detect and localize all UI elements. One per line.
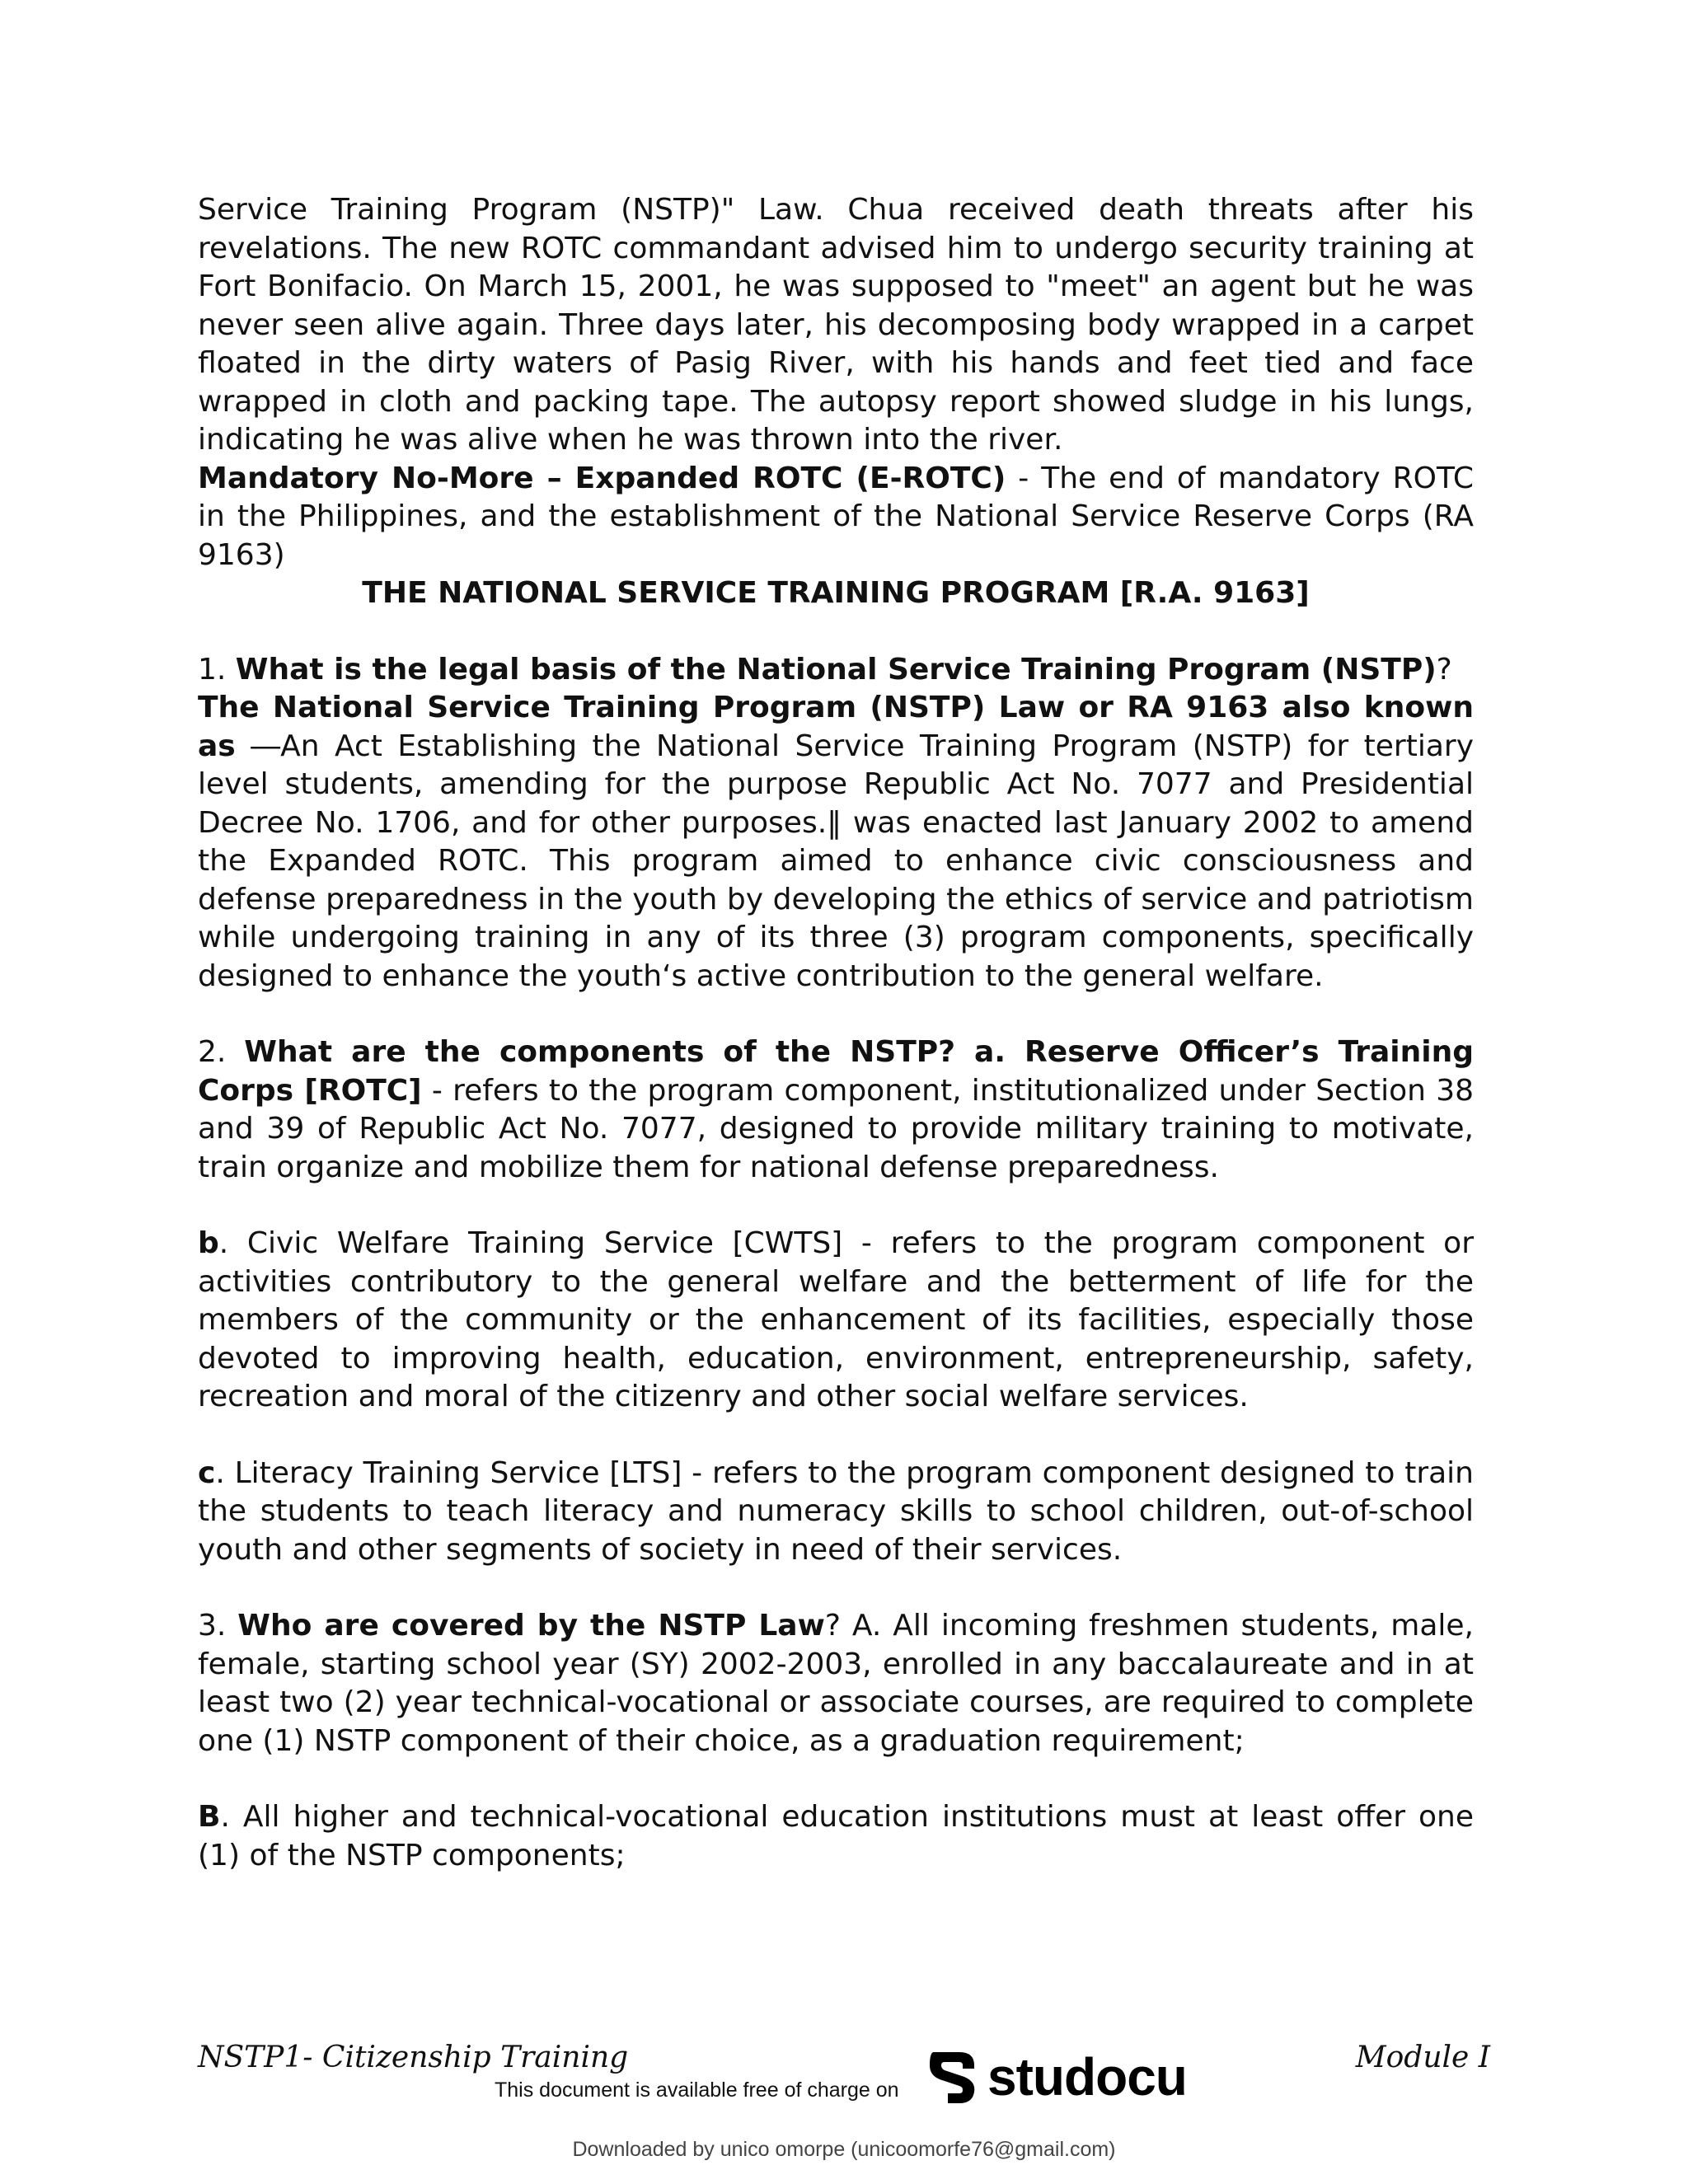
question-3: 3. Who are covered by the NSTP Law? A. All incoming freshmen students, male, female, starting school year (SY) 2002-2003, enrolled in any baccalaureate and in at least two (2) year technical-vocational or associate courses, are required to complete one (1) NSTP component of their choice, as a graduation requirement; — [198, 1609, 1474, 1758]
erotc-heading: Mandatory No-More – Expanded ROTC (E-ROTC) — [198, 461, 1006, 495]
document-body — [198, 191, 1474, 1875]
question-2: 2. What are the components of the NSTP? a. Reserve Officer’s Training Corps [ROTC] - refers to the program component, institutionalized under Section 38 and 39 of Republic Act No. 7077, designed to provide military training to motivate, train organize and mobilize them for national defense preparedness. — [198, 1035, 1475, 1184]
footer-module: Module I — [1355, 2041, 1490, 2074]
footer-course: NSTP1- Citizenship Training — [198, 2041, 629, 2074]
section-title: THE NATIONAL SERVICE TRAINING PROGRAM [R.A. 9163] — [362, 576, 1310, 610]
component-cwts: b. Civic Welfare Training Service [CWTS] - refers to the program component or activities contributory to the general welfare and the betterment of life for the members of the community or the enhancement of its facilities, especially those devoted to improving health, education, environment, entrepreneurship, safety, recreation and moral of the citizenry and other social welfare services. — [198, 1226, 1474, 1413]
studocu-wordmark: studocu — [987, 2047, 1187, 2107]
component-lts: c. Literacy Training Service [LTS] - refers to the program component designed to train the students to teach literacy and numeracy skills to school children, out-of-school youth and other segments of society in need of their services. — [198, 1455, 1474, 1567]
studocu-logo-icon — [923, 2044, 981, 2110]
download-notice: Downloaded by unico omorpe (unicoomorfe76@gmail.com) — [572, 2138, 1116, 2161]
answer-3b: B. All higher and technical-vocational education institutions must at least offer one (1) of the NSTP components; — [198, 1800, 1474, 1872]
footer-availability: This document is available free of charge on — [495, 2079, 899, 2102]
question-1: 1. What is the legal basis of the National Service Training Program (NSTP)? — [198, 652, 1452, 687]
studocu-logo[interactable] — [923, 2044, 1187, 2110]
paragraph-chua: Service Training Program (NSTP)" Law. Chua received death threats after his revelations. The new ROTC commandant advised him to undergo security training at Fort Bonifacio. On March 15, 2001, he was supposed to "meet" an agent but he was never seen alive again. Three days later, his decomposing body wrapped in a carpet floated in the dirty waters of Pasig River, with his hands and feet tied and face wrapped in cloth and packing tape. The autopsy report showed sludge in his lungs, indicating he was alive when he was thrown into the river. — [198, 193, 1474, 457]
paragraph-erotc: Mandatory No-More – Expanded ROTC (E-ROTC) - The end of mandatory ROTC in the Philippines, and the establishment of the National Service Reserve Corps (RA 9163) — [198, 461, 1475, 572]
answer-1: The National Service Training Program (NSTP) Law or RA 9163 also known as ―An Act Establishing the National Service Training Program (NSTP) for tertiary level students, amending for the purpose Republic Act No. 7077 and Presidential Decree No. 1706, and for other purposes.‖ was enacted last January 2002 to amend the Expanded ROTC. This program aimed to enhance civic consciousness and defense preparedness in the youth by developing the ethics of service and patriotism while undergoing training in any of its three (3) program components, specifically designed to enhance the youth‘s active contribution to the general welfare. — [198, 691, 1474, 993]
